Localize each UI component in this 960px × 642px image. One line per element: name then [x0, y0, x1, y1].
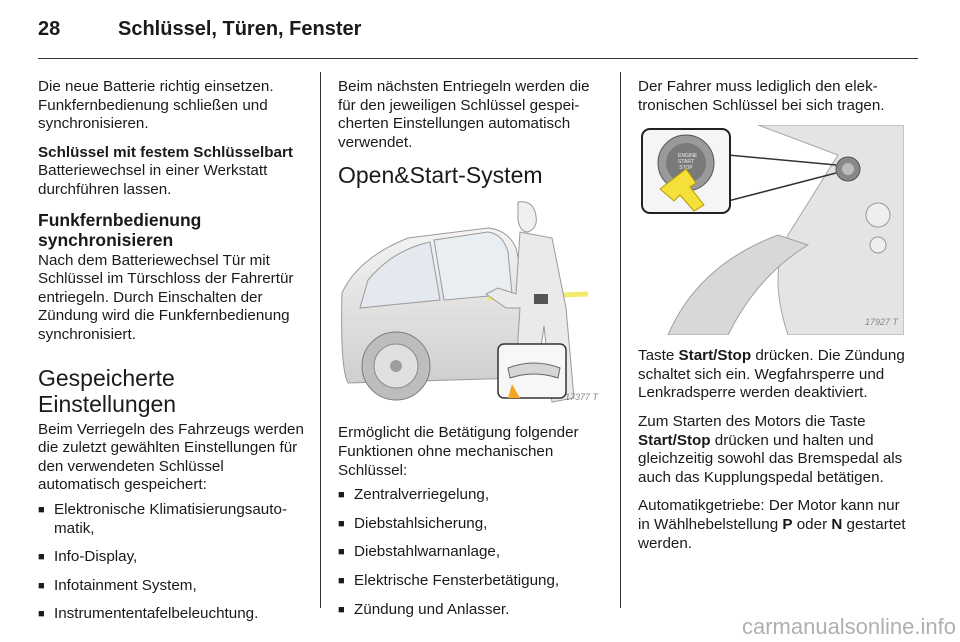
- figure-code: 17377 T: [564, 391, 598, 402]
- car-door-image: [338, 198, 604, 410]
- list-item: ■ Diebstahlsicherung,: [338, 515, 606, 534]
- fixed-key-text: Batteriewechsel in einer Werkstatt durchführen lassen.: [38, 162, 268, 198]
- column-divider-2: [620, 72, 621, 608]
- column-2: [338, 78, 606, 629]
- start-stop-text: [638, 347, 906, 403]
- start-button-label: ENGINE START STOP: [678, 153, 698, 172]
- sync-text: Nach dem Batteriewechsel Tür mit Schlüssel im Türschloss der Fahrertür entriegeln. Durch Einschalten der Zündung wird die Funkfernbedienung synchronisiert.: [38, 251, 294, 343]
- key-carry-text: Der Fahrer muss lediglich den elektronischen Schlüssel bei sich tragen.: [638, 78, 885, 114]
- fixed-key-heading: Schlüssel mit festem Schlüsselbart: [38, 143, 293, 161]
- text-run: drücken. Die Zündung schaltet sich ein. Wegfahrsperre und Lenkradsperre werden deaktiviert.: [638, 347, 905, 402]
- gear-n-label: N: [831, 515, 843, 533]
- column-3: [638, 78, 906, 563]
- list-item: ■ Zentralverriegelung,: [338, 486, 606, 505]
- list-item: ■ Elektronische Klimatisierungsautomatik,: [38, 501, 306, 538]
- list-item: ■ Infotainment System,: [38, 577, 306, 596]
- text-run: oder: [792, 515, 832, 533]
- list-item: ■ Elektrische Fensterbetätigung,: [338, 572, 606, 591]
- column-1: [38, 78, 306, 634]
- page-title: Schlüssel, Türen, Fenster: [118, 18, 362, 40]
- figure-code: 17927 T: [864, 316, 898, 327]
- open-start-list: [338, 486, 606, 619]
- start-stop-label: Start/Stop: [678, 347, 752, 365]
- page-number: 28: [38, 18, 61, 40]
- saved-settings-text: Beim Verriegeln des Fahrzeugs werden die zuletzt gewählten Einstellungen für den verwendeten Schlüssel automatisch gespeichert:: [38, 420, 304, 494]
- engine-start-text: [638, 413, 906, 487]
- gear-p-label: P: [782, 515, 793, 533]
- text-run: Taste: [638, 347, 679, 365]
- text-run: drücken und halten und gleichzeitig sowohl das Bremspedal als auch das Kupplungspedal betätigen.: [638, 431, 903, 486]
- list-item: ■ Diebstahlwarnanlage,: [338, 543, 606, 562]
- text-run: Automatikgetriebe: Der Motor kann nur in Wählhebelstellung: [638, 497, 900, 533]
- car-door-illustration: [338, 198, 604, 410]
- list-item: ■ Zündung und Anlasser.: [338, 601, 606, 620]
- intro-paragraph: Die neue Batterie richtig einsetzen. Funkfernbedienung schließen und synchronisieren.: [38, 78, 274, 133]
- text-run: Zum Starten des Motors die Taste: [638, 412, 866, 430]
- list-item: ■ Info-Display,: [38, 548, 306, 567]
- page-header: [38, 18, 918, 48]
- saved-settings-list: [38, 501, 306, 624]
- watermark: carmanualsonline.info: [741, 614, 956, 639]
- next-unlock-text: Beim nächsten Entriegeln werden die für den jeweiligen Schlüssel gespeicherten Einstellungen automatisch verwendet.: [338, 78, 590, 151]
- start-button-illustration: [638, 125, 904, 335]
- automatic-gearbox-text: [638, 497, 906, 553]
- column-divider-1: [320, 72, 321, 608]
- header-rule: [38, 58, 918, 59]
- open-start-heading: Open&Start-System: [338, 162, 543, 189]
- open-start-text: Ermöglicht die Betätigung folgender Funktionen ohne mechanischen Schlüssel:: [338, 424, 579, 479]
- start-stop-label: Start/Stop: [638, 431, 711, 449]
- text-run: gestartet werden.: [638, 515, 906, 552]
- saved-settings-heading: Gespeicherte Einstellungen: [38, 364, 177, 417]
- sync-heading: Funkfernbedienung synchronisieren: [38, 209, 202, 250]
- list-item: ■ Instrumententafelbeleuchtung.: [38, 605, 306, 624]
